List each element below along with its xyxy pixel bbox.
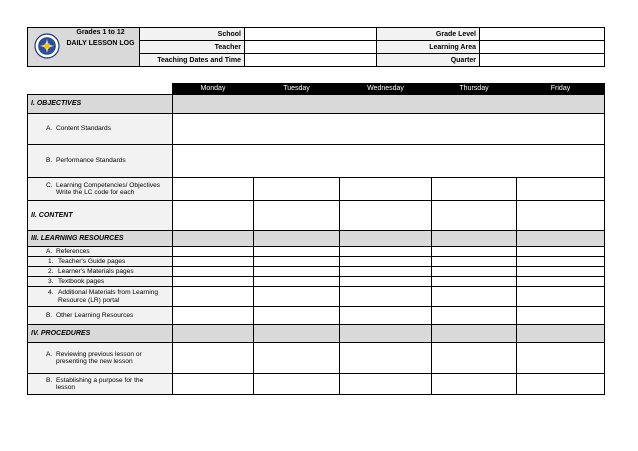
- references-thursday[interactable]: [432, 247, 517, 257]
- learners-materials-thursday[interactable]: [432, 267, 517, 277]
- competencies-thursday[interactable]: [432, 178, 517, 201]
- competencies-label: [28, 178, 173, 201]
- row-performance-standards: [28, 145, 605, 178]
- references-monday[interactable]: [173, 247, 254, 257]
- other-resources-wednesday[interactable]: [340, 307, 432, 325]
- corner-blank: [28, 84, 173, 95]
- procedures-fill-fri: [517, 325, 605, 343]
- additional-materials-friday[interactable]: [517, 287, 605, 307]
- additional-materials-label: [28, 287, 173, 307]
- lesson-log-table: [27, 83, 605, 395]
- row-textbook: [28, 277, 605, 287]
- procedures-fill-wed: [340, 325, 432, 343]
- row-letter: C.: [46, 181, 53, 189]
- other-resources-tuesday[interactable]: [254, 307, 340, 325]
- row-text-2: presenting the new lesson: [56, 358, 133, 365]
- row-text: Performance Standards: [56, 157, 126, 165]
- competencies-monday[interactable]: [173, 178, 254, 201]
- row-letter: B.: [46, 157, 53, 165]
- references-tuesday[interactable]: [254, 247, 340, 257]
- row-text: Other Learning Resources: [56, 311, 134, 319]
- row-text-2: Write the LC code for each: [56, 189, 135, 196]
- procedures-fill-mon: [173, 325, 254, 343]
- log-title: DAILY LESSON LOG: [66, 40, 135, 47]
- quarter-field[interactable]: [480, 54, 605, 67]
- logo-cell: [28, 28, 140, 67]
- textbook-monday[interactable]: [173, 277, 254, 287]
- additional-materials-monday[interactable]: [173, 287, 254, 307]
- row-purpose: [28, 374, 605, 395]
- row-text-2: Resource (LR) portal: [58, 296, 120, 304]
- purpose-thursday[interactable]: [432, 374, 517, 395]
- competencies-tuesday[interactable]: [254, 178, 340, 201]
- row-number: 4.: [48, 289, 54, 297]
- row-content-standards: [28, 114, 605, 145]
- teachers-guide-wednesday[interactable]: [340, 257, 432, 267]
- reviewing-friday[interactable]: [517, 343, 605, 374]
- school-label: School: [140, 28, 245, 41]
- content-tuesday[interactable]: [254, 201, 340, 231]
- teacher-label: Teacher: [140, 41, 245, 54]
- dates-label: Teaching Dates and Time: [140, 54, 245, 67]
- other-resources-label: [28, 307, 173, 325]
- school-field[interactable]: [245, 28, 377, 41]
- references-label: [28, 247, 173, 257]
- reviewing-label: [28, 343, 173, 374]
- teachers-guide-thursday[interactable]: [432, 257, 517, 267]
- other-resources-monday[interactable]: [173, 307, 254, 325]
- row-reviewing: [28, 343, 605, 374]
- section-procedures-label: IV. PROCEDURES: [28, 325, 173, 343]
- grades-label: Grades 1 to 12: [76, 29, 125, 36]
- header-table: [27, 27, 605, 67]
- grade-level-field[interactable]: [480, 28, 605, 41]
- row-text: Reviewing previous lesson or: [56, 350, 142, 358]
- resources-fill-mon: [173, 231, 254, 247]
- references-friday[interactable]: [517, 247, 605, 257]
- teachers-guide-friday[interactable]: [517, 257, 605, 267]
- reviewing-thursday[interactable]: [432, 343, 517, 374]
- additional-materials-tuesday[interactable]: [254, 287, 340, 307]
- purpose-friday[interactable]: [517, 374, 605, 395]
- row-text: Textbook pages: [58, 277, 105, 285]
- row-text: Learner's Materials pages: [58, 267, 134, 275]
- row-text: Additional Materials from Learning: [58, 289, 159, 297]
- day-header-wednesday: Wednesday: [340, 84, 432, 95]
- textbook-friday[interactable]: [517, 277, 605, 287]
- procedures-fill-tue: [254, 325, 340, 343]
- additional-materials-wednesday[interactable]: [340, 287, 432, 307]
- row-letter: B.: [46, 376, 53, 384]
- row-competencies: [28, 178, 605, 201]
- day-header-tuesday: Tuesday: [254, 84, 340, 95]
- purpose-label: [28, 374, 173, 395]
- learners-materials-tuesday[interactable]: [254, 267, 340, 277]
- purpose-tuesday[interactable]: [254, 374, 340, 395]
- additional-materials-thursday[interactable]: [432, 287, 517, 307]
- learning-area-label: Learning Area: [377, 41, 480, 54]
- content-standards-label: [28, 114, 173, 145]
- section-resources-label: III. LEARNING RESOURCES: [28, 231, 173, 247]
- purpose-monday[interactable]: [173, 374, 254, 395]
- row-number: 2.: [48, 267, 54, 275]
- learners-materials-wednesday[interactable]: [340, 267, 432, 277]
- content-friday[interactable]: [517, 201, 605, 231]
- teacher-field[interactable]: [245, 41, 377, 54]
- reviewing-tuesday[interactable]: [254, 343, 340, 374]
- grade-level-label: Grade Level: [377, 28, 480, 41]
- content-thursday[interactable]: [432, 201, 517, 231]
- row-other-resources: [28, 307, 605, 325]
- resources-fill-tue: [254, 231, 340, 247]
- competencies-wednesday[interactable]: [340, 178, 432, 201]
- learning-area-field[interactable]: [480, 41, 605, 54]
- textbook-thursday[interactable]: [432, 277, 517, 287]
- reviewing-monday[interactable]: [173, 343, 254, 374]
- row-text-2: lesson: [56, 384, 76, 391]
- teachers-guide-label: [28, 257, 173, 267]
- textbook-tuesday[interactable]: [254, 277, 340, 287]
- row-additional-materials: [28, 287, 605, 307]
- day-header-thursday: Thursday: [432, 84, 517, 95]
- content-standards-cell[interactable]: [173, 114, 605, 145]
- row-number: 1.: [48, 257, 54, 265]
- section-resources: [28, 231, 605, 247]
- row-teachers-guide: [28, 257, 605, 267]
- row-text: Content Standards: [56, 125, 111, 133]
- day-header-monday: Monday: [173, 84, 254, 95]
- performance-standards-cell[interactable]: [173, 145, 605, 178]
- row-letter: A.: [46, 125, 53, 133]
- content-monday[interactable]: [173, 201, 254, 231]
- row-number: 3.: [48, 277, 54, 285]
- references-wednesday[interactable]: [340, 247, 432, 257]
- day-header-friday: Friday: [517, 84, 605, 95]
- deped-seal-icon: [34, 33, 60, 59]
- content-wednesday[interactable]: [340, 201, 432, 231]
- dates-field[interactable]: [245, 54, 377, 67]
- row-text: Establishing a purpose for the: [56, 376, 144, 384]
- section-content-label: II. CONTENT: [28, 201, 173, 231]
- section-objectives: [28, 95, 605, 114]
- section-objectives-label: I. OBJECTIVES: [28, 95, 173, 114]
- resources-fill-fri: [517, 231, 605, 247]
- resources-fill-thu: [432, 231, 517, 247]
- textbook-wednesday[interactable]: [340, 277, 432, 287]
- learners-materials-friday[interactable]: [517, 267, 605, 277]
- section-procedures: [28, 325, 605, 343]
- row-text: References: [56, 247, 90, 255]
- procedures-fill-thu: [432, 325, 517, 343]
- row-letter: B.: [46, 311, 53, 319]
- other-resources-thursday[interactable]: [432, 307, 517, 325]
- section-content: [28, 201, 605, 231]
- row-letter: A.: [46, 247, 53, 255]
- row-text: Teacher's Guide pages: [58, 257, 126, 265]
- teachers-guide-monday[interactable]: [173, 257, 254, 267]
- performance-standards-label: [28, 145, 173, 178]
- learners-materials-label: [28, 267, 173, 277]
- purpose-wednesday[interactable]: [340, 374, 432, 395]
- teachers-guide-tuesday[interactable]: [254, 257, 340, 267]
- reviewing-wednesday[interactable]: [340, 343, 432, 374]
- row-text: Learning Competencies/ Objectives: [56, 181, 161, 189]
- resources-fill-wed: [340, 231, 432, 247]
- quarter-label: Quarter: [377, 54, 480, 67]
- other-resources-friday[interactable]: [517, 307, 605, 325]
- row-learners-materials: [28, 267, 605, 277]
- row-letter: A.: [46, 350, 53, 358]
- section-objectives-fill: [173, 95, 605, 114]
- row-references: [28, 247, 605, 257]
- competencies-friday[interactable]: [517, 178, 605, 201]
- textbook-label: [28, 277, 173, 287]
- learners-materials-monday[interactable]: [173, 267, 254, 277]
